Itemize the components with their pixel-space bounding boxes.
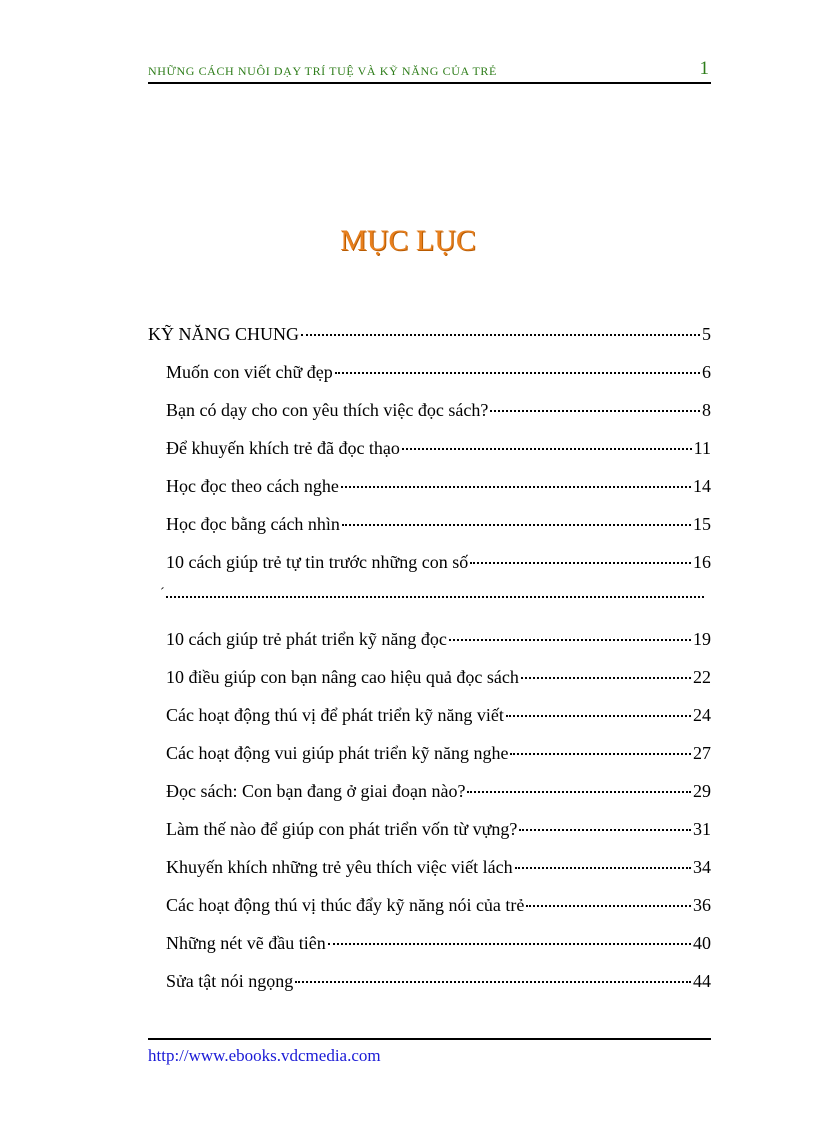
dot-leader: [490, 410, 700, 412]
toc-entry-page: 19: [693, 629, 711, 649]
toc-entry-page: 5: [702, 324, 711, 344]
toc-entry-page: 14: [693, 476, 711, 496]
dot-leader: [342, 524, 691, 526]
toc-entry[interactable]: [166, 627, 711, 651]
toc-entry-label: 10 điều giúp con bạn nâng cao hiệu quả đọc sách: [166, 667, 519, 687]
dot-leader: [328, 943, 691, 945]
dot-leader: [335, 372, 700, 374]
dot-leader: [521, 677, 691, 679]
toc-heading: MỤC LỤC: [340, 224, 476, 257]
toc-entry-label: Các hoạt động vui giúp phát triển kỹ năng nghe: [166, 743, 509, 763]
toc-entry[interactable]: [166, 931, 711, 955]
toc-entry[interactable]: [166, 817, 711, 841]
toc-entry-page: 29: [693, 781, 711, 801]
toc-entry[interactable]: [166, 474, 711, 498]
toc-entry-page: 8: [702, 400, 711, 420]
toc-entry[interactable]: [166, 779, 711, 803]
toc-entry-label: 10 cách giúp trẻ tự tin trước những con số: [166, 552, 469, 572]
toc-entry-label: Những nét vẽ đầu tiên: [166, 933, 326, 953]
page-number: 1: [699, 58, 709, 79]
dot-leader: [519, 829, 691, 831]
toc-entry[interactable]: [166, 969, 711, 993]
toc-entry-label: Để khuyến khích trẻ đã đọc thạo: [166, 438, 400, 458]
toc-entry-page: 44: [693, 971, 711, 991]
stray-accent-mark: ´: [160, 586, 165, 601]
book-title: NHỮNG CÁCH NUÔI DẠY TRÍ TUỆ VÀ KỸ NĂNG CỦA TRẺ: [148, 64, 497, 78]
toc-entry-label: Các hoạt động thú vị để phát triển kỹ năng viết: [166, 705, 504, 725]
toc-entry[interactable]: [166, 550, 711, 574]
toc-entry[interactable]: [166, 741, 711, 765]
toc-entry-page: 15: [693, 514, 711, 534]
toc-entry-page: 34: [693, 857, 711, 877]
toc-entry-label: Sửa tật nói ngọng: [166, 971, 294, 991]
toc-entry-label: Học đọc bằng cách nhìn: [166, 514, 340, 534]
stray-dot-leader: [166, 596, 704, 598]
dot-leader: [506, 715, 691, 717]
toc-section-entry[interactable]: [148, 322, 711, 346]
toc-entry-page: 16: [693, 552, 711, 572]
dot-leader: [515, 867, 691, 869]
toc-entry-page: 27: [693, 743, 711, 763]
toc-entry[interactable]: [166, 398, 711, 422]
toc-entry-page: 40: [693, 933, 711, 953]
toc-entry-label: Khuyến khích những trẻ yêu thích việc viết lách: [166, 857, 513, 877]
toc-entry-label: Các hoạt động thú vị thúc đẩy kỹ năng nói của trẻ: [166, 895, 525, 915]
toc-entry-page: 31: [693, 819, 711, 839]
toc-entry-label: Đọc sách: Con bạn đang ở giai đoạn nào?: [166, 781, 466, 801]
toc-entry[interactable]: [166, 703, 711, 727]
toc-entry-label: Học đọc theo cách nghe: [166, 476, 339, 496]
footer-website-link[interactable]: http://www.ebooks.vdcmedia.com: [148, 1046, 381, 1065]
dot-leader: [467, 791, 691, 793]
toc-entry-page: 36: [693, 895, 711, 915]
dot-leader: [470, 562, 691, 564]
dot-leader: [295, 981, 691, 983]
toc-entry-label: 10 cách giúp trẻ phát triển kỹ năng đọc: [166, 629, 447, 649]
toc-entry-label: KỸ NĂNG CHUNG: [148, 324, 299, 344]
dot-leader: [526, 905, 691, 907]
toc-entry-page: 6: [702, 362, 711, 382]
page-footer: [148, 1038, 711, 1065]
dot-leader: [449, 639, 691, 641]
toc-entry[interactable]: [166, 360, 711, 384]
toc-entry-label: Bạn có dạy cho con yêu thích việc đọc sách?: [166, 400, 489, 420]
dot-leader: [301, 334, 700, 336]
dot-leader: [510, 753, 691, 755]
toc-entry-page: 24: [693, 705, 711, 725]
toc-entry[interactable]: [166, 893, 711, 917]
toc-entry[interactable]: [166, 436, 711, 460]
toc-entry-page: 22: [693, 667, 711, 687]
page-header: [148, 60, 711, 84]
toc-entry[interactable]: [166, 665, 711, 689]
dot-leader: [341, 486, 691, 488]
toc-entry-label: Muốn con viết chữ đẹp: [166, 362, 333, 382]
toc-entry-label: Làm thế nào để giúp con phát triển vốn từ vựng?: [166, 819, 518, 839]
dot-leader: [402, 448, 692, 450]
toc-entry-page: 11: [693, 438, 711, 458]
toc-entry[interactable]: [166, 855, 711, 879]
toc-entry[interactable]: [166, 512, 711, 536]
